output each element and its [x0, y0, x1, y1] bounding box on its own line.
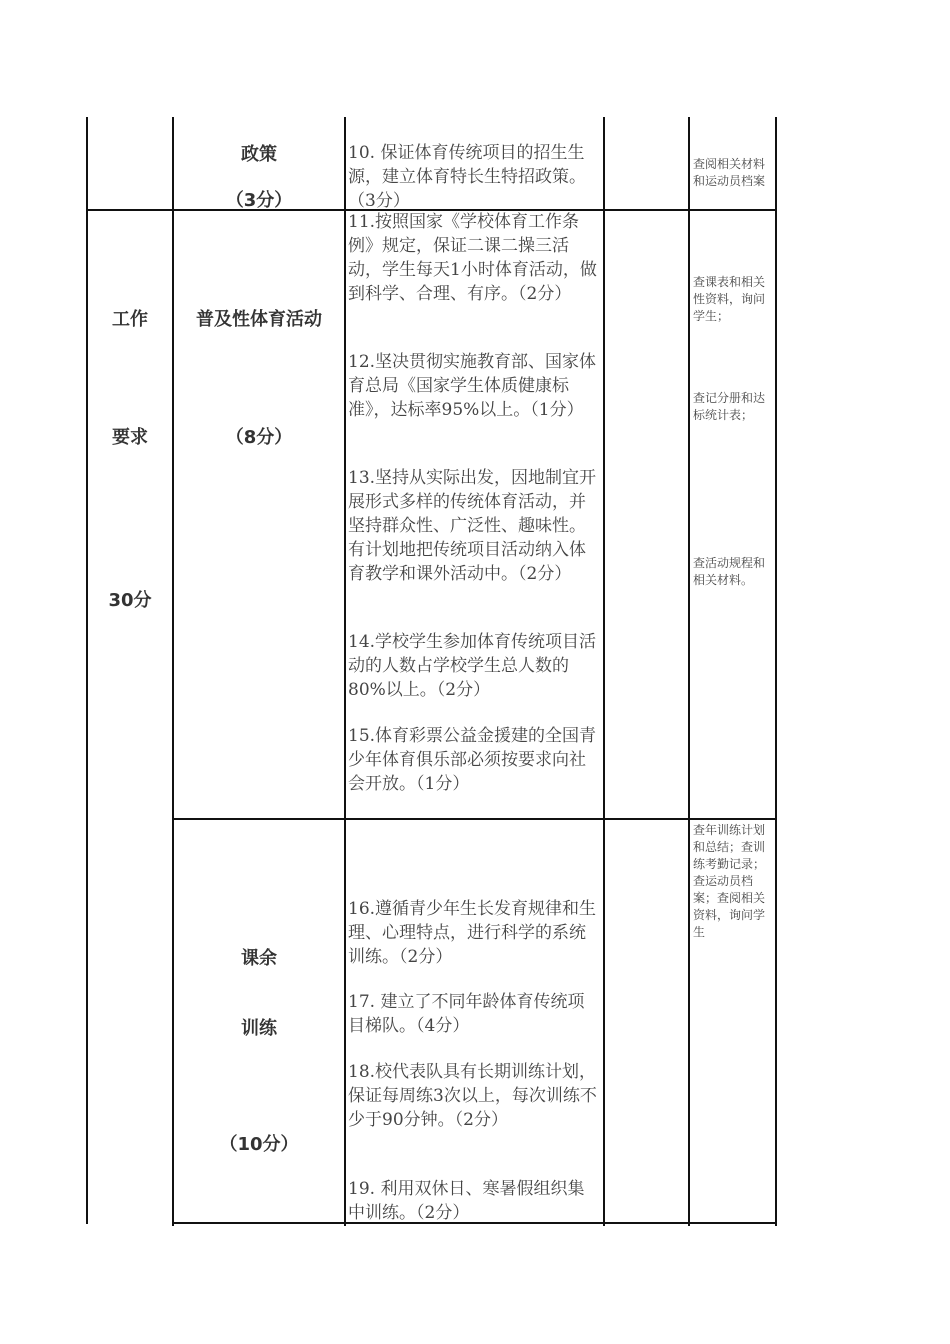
requirement-14: 14.学校学生参加体育传统项目活动的人数占学校学生总人数的80%以上。（2分）: [348, 632, 597, 700]
requirement-12: 12.坚决贯彻实施教育部、国家体育总局《国家学生体质健康标准》，达标率95%以上。（1分）: [348, 352, 597, 420]
policy-score: （3分）: [225, 190, 293, 211]
training-item-label-2: 训练: [241, 1018, 277, 1039]
requirement-15: 15.体育彩票公益金援建的全国青少年体育俱乐部必须按要求向社会开放。（1分）: [348, 726, 597, 794]
training-item-label-1: 课余: [241, 948, 277, 969]
table-border-col5: [688, 117, 690, 1226]
popular-item-label: 普及性体育活动: [196, 309, 322, 330]
training-score: （10分）: [219, 1134, 299, 1155]
requirement-13: 13.坚持从实际出发，因地制宜开展形式多样的传统体育活动，并坚持群众性、广泛性、趣味性。有计划地把传统项目活动纳入体育教学和课外活动中。（2分）: [348, 468, 597, 584]
row-divider-training: [172, 818, 777, 820]
requirement-18: 18.校代表队具有长期训练计划，保证每周练3次以上，每次训练不少于90分钟。（2分）: [348, 1062, 597, 1130]
table-border-col4: [603, 117, 605, 1226]
category-label-2: 要求: [112, 427, 148, 448]
policy-item-label: 政策: [241, 144, 277, 165]
category-score: 30分: [108, 590, 152, 611]
requirement-19: 19. 利用双休日、寒暑假组织集中训练。（2分）: [348, 1179, 585, 1223]
requirement-16: 16.遵循青少年生长发育规律和生理、心理特点，进行科学的系统训练。（2分）: [348, 899, 597, 967]
table-border-left: [86, 117, 88, 1224]
popular-method-1: 查课表和相关性资料，询问学生；: [693, 275, 766, 323]
popular-method-2: 查记分册和达标统计表；: [693, 391, 766, 422]
training-method: 查年训练计划和总结；查训练考勤记录；查运动员档案；查阅相关资料，询问学生: [693, 823, 766, 939]
table-border-col3: [344, 117, 346, 1226]
table-border-col2: [172, 117, 174, 1226]
popular-score: （8分）: [225, 427, 293, 448]
policy-method: 查阅相关材料和运动员档案: [693, 157, 766, 188]
category-label-1: 工作: [112, 309, 148, 330]
policy-requirement: 10. 保证体育传统项目的招生生源，建立体育特长生特招政策。（3分）: [348, 143, 586, 211]
requirement-17: 17. 建立了不同年龄体育传统项目梯队。（4分）: [348, 992, 585, 1036]
popular-method-3: 查活动规程和相关材料。: [693, 556, 766, 587]
table-border-right: [775, 117, 777, 1226]
requirement-11: 11.按照国家《学校体育工作条例》规定，保证二课二操三活动，学生每天1小时体育活动，做到科学、合理、有序。（2分）: [348, 212, 597, 304]
